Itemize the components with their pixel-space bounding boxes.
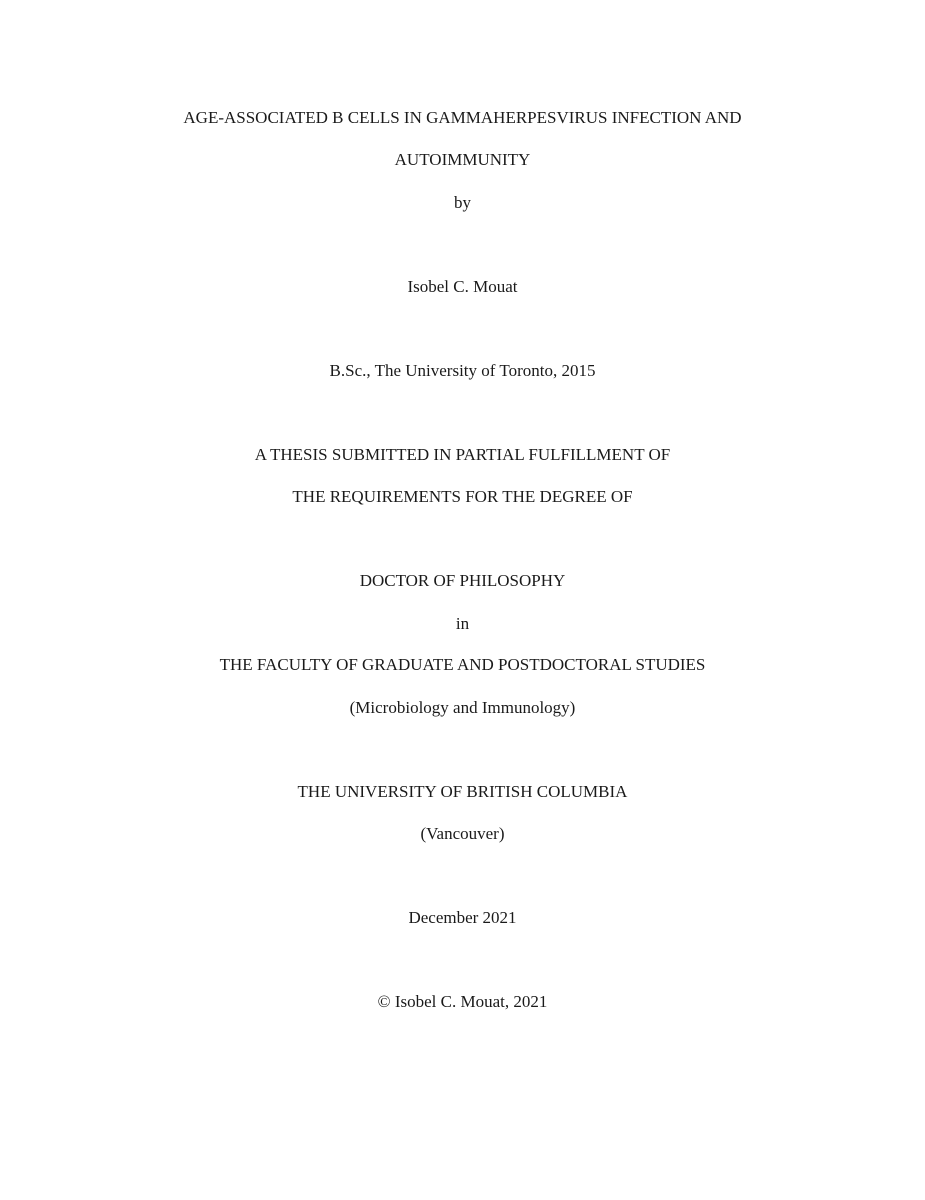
author-name: Isobel C. Mouat bbox=[407, 277, 518, 296]
copyright-notice: © Isobel C. Mouat, 2021 bbox=[377, 992, 548, 1011]
university-name: THE UNIVERSITY OF BRITISH COLUMBIA bbox=[297, 782, 628, 801]
submission-statement-line-1: A THESIS SUBMITTED IN PARTIAL FULFILLMENT OF bbox=[254, 445, 671, 464]
submission-date: December 2021 bbox=[408, 908, 517, 927]
university-city: (Vancouver) bbox=[420, 824, 505, 843]
program-name: (Microbiology and Immunology) bbox=[349, 698, 576, 717]
degree-name: DOCTOR OF PHILOSOPHY bbox=[359, 571, 566, 590]
thesis-title-line-2: AUTOIMMUNITY bbox=[394, 150, 531, 169]
prior-degree: B.Sc., The University of Toronto, 2015 bbox=[329, 361, 596, 380]
submission-statement-line-2: THE REQUIREMENTS FOR THE DEGREE OF bbox=[292, 487, 633, 506]
in-label: in bbox=[455, 614, 470, 633]
thesis-title-line-1: AGE-ASSOCIATED B CELLS IN GAMMAHERPESVIRUS INFECTION AND bbox=[183, 108, 742, 127]
by-label: by bbox=[454, 193, 471, 212]
faculty-name: THE FACULTY OF GRADUATE AND POSTDOCTORAL STUDIES bbox=[219, 655, 706, 674]
